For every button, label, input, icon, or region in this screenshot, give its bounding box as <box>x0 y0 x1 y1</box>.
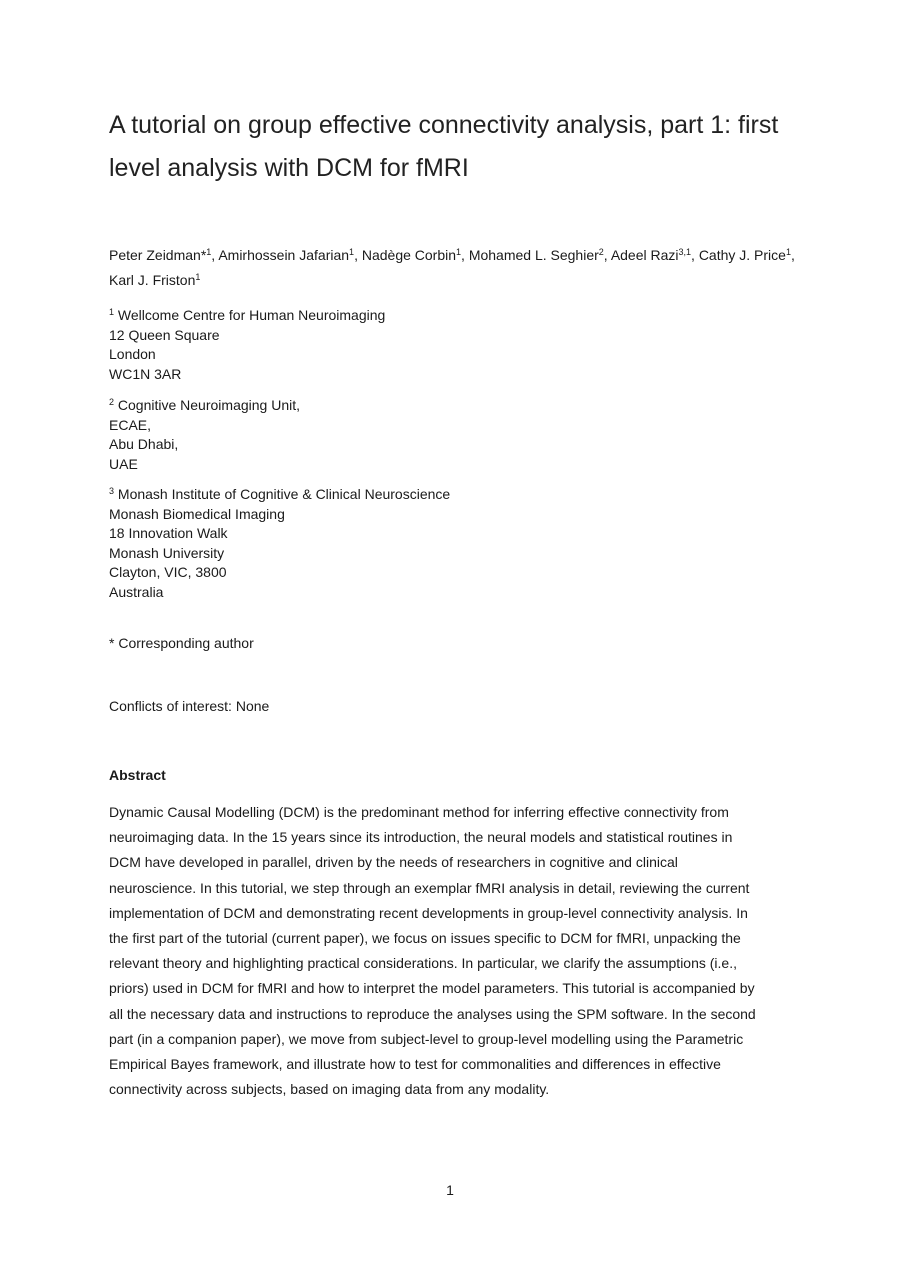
abstract-body <box>109 800 799 1102</box>
abstract-line: Dynamic Causal Modelling (DCM) is the predominant method for inferring effective connectivity from <box>109 804 729 820</box>
affiliation-line: Clayton, VIC, 3800 <box>109 564 227 580</box>
abstract-line: all the necessary data and instructions to reproduce the analyses using the SPM software. In the second <box>109 1005 756 1022</box>
affiliation-line: Abu Dhabi, <box>109 436 179 452</box>
author: Nadège Corbin$^1$, <box>361 247 469 263</box>
abstract-line: priors) used in DCM for fMRI and how to interpret the model parameters. This tutorial is accompanied by <box>109 980 755 997</box>
affiliation-line: Monash Biomedical Imaging <box>109 505 285 522</box>
affiliation-line: ECAE, <box>109 416 152 433</box>
author-list <box>109 243 799 293</box>
author: Amirhossein Jafarian$^1$, <box>218 247 362 263</box>
paper-title <box>109 104 799 190</box>
affiliation <box>109 485 450 602</box>
abstract-line: relevant theory and highlighting practical considerations. In particular, we clarify the assumptions (i.e., <box>109 955 737 972</box>
abstract-line: Empirical Bayes framework, and illustrate how to test for commonalities and differences in effective <box>109 1056 721 1073</box>
affiliation-line: WC1N 3AR <box>109 365 182 382</box>
title-line: level analysis with DCM for fMRI <box>109 154 469 182</box>
page-number: 1 <box>446 1182 454 1198</box>
abstract-line: neuroscience. In this tutorial, we step through an exemplar fMRI analysis in detail, reviewing the current <box>109 879 750 896</box>
abstract-line: part (in a companion paper), we move from subject-level to group-level modelling using the Parametric <box>109 1030 744 1047</box>
affiliation-line: $^1$ Wellcome Centre for Human Neuroimaging <box>109 307 386 323</box>
author: Cathy J. Price$^1$, <box>698 247 795 263</box>
affiliation <box>109 306 385 384</box>
abstract-line: connectivity across subjects, based on imaging data from any modality. <box>109 1081 550 1098</box>
title-line: A tutorial on group effective connectivity analysis, part 1: first <box>109 111 779 139</box>
author: Peter Zeidman*$^1$, <box>109 247 219 263</box>
affiliation-line: UAE <box>109 455 138 472</box>
affiliation-line: 12 Queen Square <box>109 326 220 343</box>
affiliation <box>109 396 300 474</box>
corresponding-author-note: * Corresponding author <box>109 635 254 651</box>
author: Mohamed L. Seghier$^2$, <box>468 247 611 263</box>
affiliation-line: $^2$ Cognitive Neuroimaging Unit, <box>109 397 300 413</box>
author: Adeel Razi$^{3,1}$, <box>610 247 699 263</box>
affiliation-line: $^3$ Monash Institute of Cognitive & Clinical Neuroscience <box>109 486 451 502</box>
affiliation-line: London <box>109 346 156 362</box>
abstract-line: neuroimaging data. In the 15 years since its introduction, the neural models and statistical routines in <box>109 829 733 846</box>
affiliation-line: Australia <box>109 583 164 600</box>
affiliation-line: Monash University <box>109 544 225 561</box>
conflicts-of-interest: Conflicts of interest: None <box>109 698 270 714</box>
affiliation-line: 18 Innovation Walk <box>109 525 228 541</box>
abstract-line: the first part of the tutorial (current paper), we focus on issues specific to DCM for fMRI, unpacking the <box>109 930 741 947</box>
abstract-line: DCM have developed in parallel, driven by the needs of researchers in cognitive and clinical <box>109 854 678 871</box>
author: Karl J. Friston$^1$ <box>109 272 201 288</box>
abstract-line: implementation of DCM and demonstrating recent developments in group-level connectivity analysis. In <box>109 904 748 921</box>
abstract-heading: Abstract <box>109 767 166 783</box>
